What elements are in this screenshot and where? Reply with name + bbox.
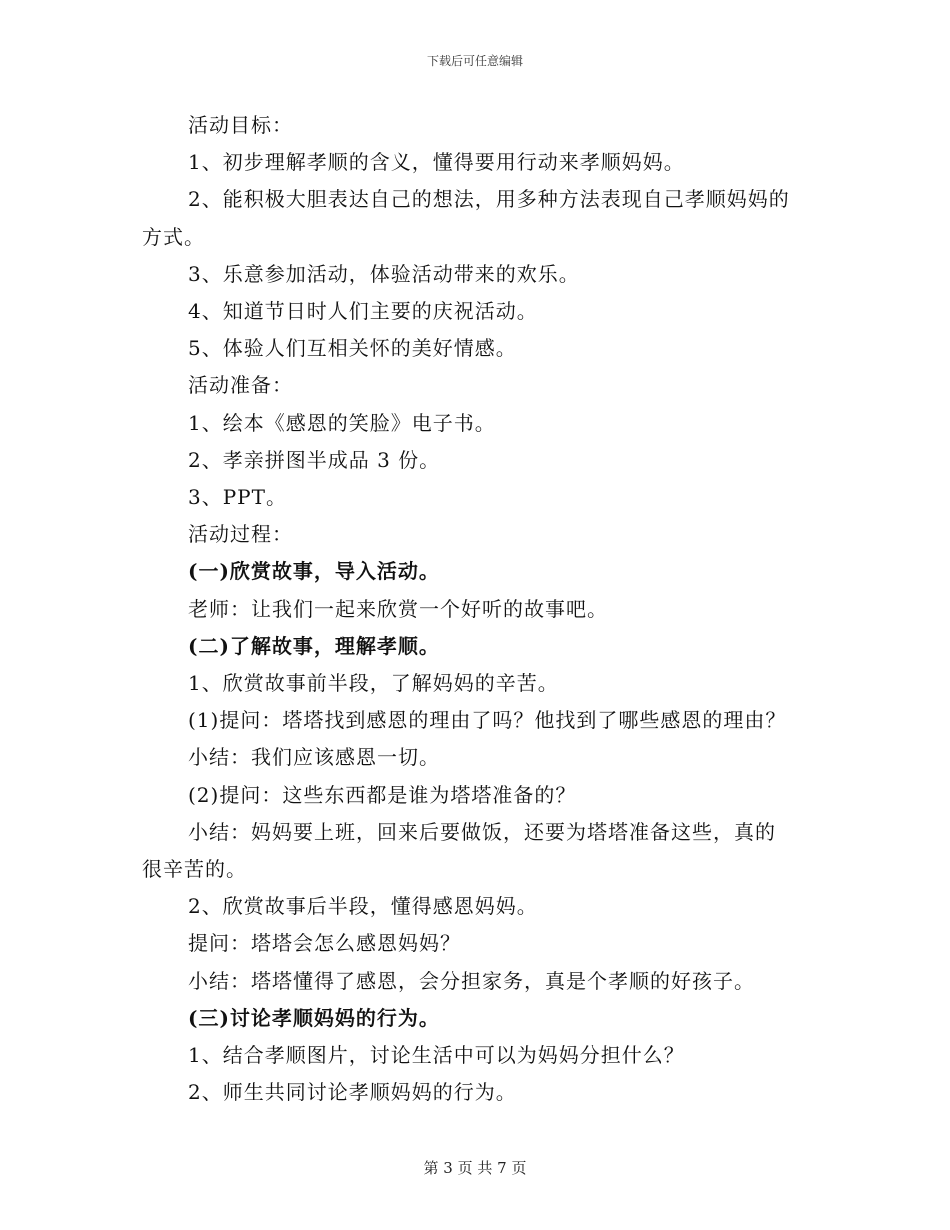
doc-line: 小结：妈妈要上班，回来后要做饭，还要为塔塔准备这些，真的 <box>188 819 776 844</box>
doc-line: 1、结合孝顺图片，讨论生活中可以为妈妈分担什么？ <box>188 1043 685 1067</box>
doc-line: 1、初步理解孝顺的含义，懂得要用行动来孝顺妈妈。 <box>188 150 685 175</box>
doc-line: 很辛苦的。 <box>142 857 247 881</box>
doc-line: (1)提问：塔塔找到感恩的理由了吗？他找到了哪些感恩的理由？ <box>188 708 787 733</box>
doc-line: 小结：塔塔懂得了感恩，会分担家务，真是个孝顺的好孩子。 <box>188 968 755 993</box>
doc-line: 活动过程： <box>188 522 293 547</box>
doc-line: 2、师生共同讨论孝顺妈妈的行为。 <box>188 1080 517 1105</box>
doc-line: 4、知道节日时人们主要的庆祝活动。 <box>188 299 538 323</box>
doc-line: 2、欣赏故事后半段，懂得感恩妈妈。 <box>188 894 538 919</box>
doc-line: (一)欣赏故事，导入活动。 <box>188 559 440 584</box>
doc-line: 活动目标： <box>188 113 293 137</box>
doc-line: (2)提问：这些东西都是谁为塔塔准备的？ <box>188 782 577 807</box>
doc-line: 老师：让我们一起来欣赏一个好听的故事吧。 <box>188 596 608 621</box>
page-footer: 第 3 页 共 7 页 <box>423 1159 527 1177</box>
doc-line: 提问：塔塔会怎么感恩妈妈？ <box>188 931 461 956</box>
page-header: 下载后可任意编辑 <box>426 54 523 68</box>
doc-line: (三)讨论孝顺妈妈的行为。 <box>188 1005 440 1030</box>
doc-line: 2、孝亲拼图半成品 3 份。 <box>188 447 441 472</box>
doc-line: 活动准备： <box>188 373 293 398</box>
doc-line: 3、PPT。 <box>188 485 287 509</box>
doc-line: (二)了解故事，理解孝顺。 <box>188 633 440 658</box>
doc-line: 1、绘本《感恩的笑脸》电子书。 <box>188 410 496 435</box>
doc-line: 方式。 <box>142 224 205 249</box>
doc-line: 1、欣赏故事前半段，了解妈妈的辛苦。 <box>188 671 559 695</box>
doc-line: 小结：我们应该感恩一切。 <box>188 745 440 770</box>
doc-line: 5、体验人们互相关怀的美好情感。 <box>188 336 517 361</box>
doc-line: 3、乐意参加活动，体验活动带来的欢乐。 <box>188 261 580 286</box>
doc-line: 2、能积极大胆表达自己的想法，用多种方法表现自己孝顺妈妈的 <box>188 187 790 212</box>
